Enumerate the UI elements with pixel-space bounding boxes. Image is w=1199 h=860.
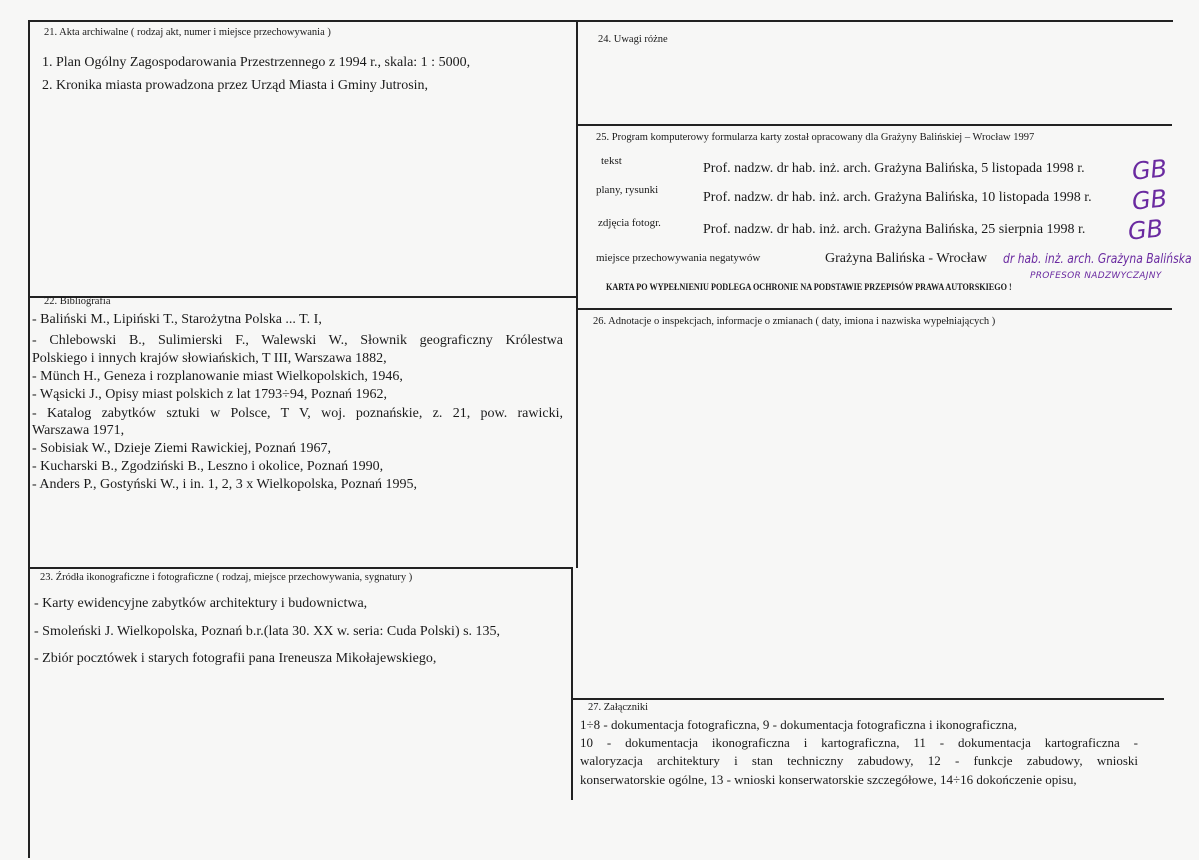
section21-item-1: 1. Plan Ogólny Zagospodarowania Przestrzennego z 1994 r., skala: 1 : 5000, — [42, 55, 471, 70]
section25-top-border — [577, 124, 1172, 126]
section23-item-1: - Karty ewidencyjne zabytków architektury i budownictwa, — [34, 596, 368, 611]
bibliography-line-4: - Münch H., Geneza i rozplanowanie miast Wielkopolskich, 1946, — [32, 369, 403, 384]
center-divider-upper — [576, 20, 578, 568]
section27-top-border — [572, 698, 1164, 700]
signature-initials-1: GB — [1130, 154, 1169, 186]
attachments-line-2: 10 - dokumentacja ikonograficzna i kartograficzna, 11 - dokumentacja kartograficzna - — [580, 735, 1138, 750]
section23-item-3: - Zbiór pocztówek i starych fotografii pana Ireneusza Mikołajewskiego, — [34, 651, 437, 666]
top-border — [28, 20, 1173, 22]
attachments-line-4: konserwatorskie ogólne, 13 - wnioski konserwatorskie szczegółowe, 14÷16 dokończenie opisu, — [580, 772, 1077, 787]
section23-top-border — [28, 567, 573, 569]
author-stamp-name: dr hab. inż. arch. Grażyna Balińska — [1003, 252, 1192, 267]
section25-label-photos: zdjęcia fotogr. — [598, 217, 661, 229]
attachments-line-1: 1÷8 - dokumentacja fotograficzna, 9 - dokumentacja fotograficzna i ikonograficzna, — [580, 717, 1018, 732]
center-divider-lower — [571, 567, 573, 800]
section25-value-plans: Prof. nadzw. dr hab. inż. arch. Grażyna Balińska, 10 listopada 1998 r. — [703, 190, 1092, 205]
bibliography-line-2: - Chlebowski B., Sulimierski F., Walewski W., Słownik geograficzny Królestwa — [32, 333, 563, 348]
section24-header: 24. Uwagi różne — [598, 34, 668, 45]
copyright-notice: KARTA PO WYPEŁNIENIU PODLEGA OCHRONIE NA PODSTAWIE PRZEPISÓW PRAWA AUTORSKIEGO ! — [606, 283, 1012, 293]
section23-header: 23. Źródła ikonograficzne i fotograficzne ( rodzaj, miejsce przechowywania, sygnatury ) — [40, 572, 413, 583]
section27-header: 27. Załączniki — [588, 702, 649, 713]
section25-header: 25. Program komputerowy formularza karty został opracowany dla Grażyny Balińskiej – Wrocław 1997 — [596, 132, 1035, 143]
bibliography-line-6: - Katalog zabytków sztuki w Polsce, T V, woj. poznańskie, z. 21, pow. rawicki, — [32, 406, 563, 421]
author-stamp-title: PROFESOR NADZWYCZAJNY — [1030, 271, 1162, 281]
attachments-line-3: waloryzacja architektury i stan techniczny zabudowy, 12 - funkcje zabudowy, wnioski — [580, 753, 1138, 768]
section25-negatives-value: Grażyna Balińska - Wrocław — [825, 251, 988, 266]
bibliography-line-7: Warszawa 1971, — [32, 423, 125, 438]
section26-header: 26. Adnotacje o inspekcjach, informacje o zmianach ( daty, imiona i nazwiska wypełniających ) — [593, 316, 996, 327]
bibliography-line-1: - Baliński M., Lipiński T., Starożytna Polska ... T. I, — [32, 312, 322, 327]
section25-value-text: Prof. nadzw. dr hab. inż. arch. Grażyna Balińska, 5 listopada 1998 r. — [703, 161, 1085, 176]
left-border — [28, 20, 30, 858]
bibliography-line-5: - Wąsicki J., Opisy miast polskich z lat 1793÷94, Poznań 1962, — [32, 387, 388, 402]
section25-label-plans: plany, rysunki — [596, 184, 659, 196]
bibliography-line-10: - Anders P., Gostyński W., i in. 1, 2, 3 x Wielkopolska, Poznań 1995, — [32, 477, 417, 492]
section25-label-text: tekst — [601, 155, 622, 167]
bibliography-line-3: Polskiego i innych krajów słowiańskich, T III, Warszawa 1882, — [32, 351, 387, 366]
section25-value-photos: Prof. nadzw. dr hab. inż. arch. Grażyna Balińska, 25 sierpnia 1998 r. — [703, 222, 1086, 237]
signature-initials-3: GB — [1126, 214, 1165, 246]
bibliography-line-8: - Sobisiak W., Dzieje Ziemi Rawickiej, Poznań 1967, — [32, 441, 332, 456]
section21-item-2: 2. Kronika miasta prowadzona przez Urząd Miasta i Gminy Jutrosin, — [42, 78, 429, 93]
bibliography-line-9: - Kucharski B., Zgodziński B., Leszno i okolice, Poznań 1990, — [32, 459, 384, 474]
section25-negatives-label: miejsce przechowywania negatywów — [596, 252, 761, 264]
signature-initials-2: GB — [1130, 184, 1169, 216]
section23-item-2: - Smoleński J. Wielkopolska, Poznań b.r.(lata 30. XX w. seria: Cuda Polski) s. 135, — [34, 624, 501, 639]
section22-header: 22. Bibliografia — [44, 296, 111, 307]
section21-header: 21. Akta archiwalne ( rodzaj akt, numer i miejsce przechowywania ) — [44, 27, 331, 38]
section26-top-border — [577, 308, 1172, 310]
